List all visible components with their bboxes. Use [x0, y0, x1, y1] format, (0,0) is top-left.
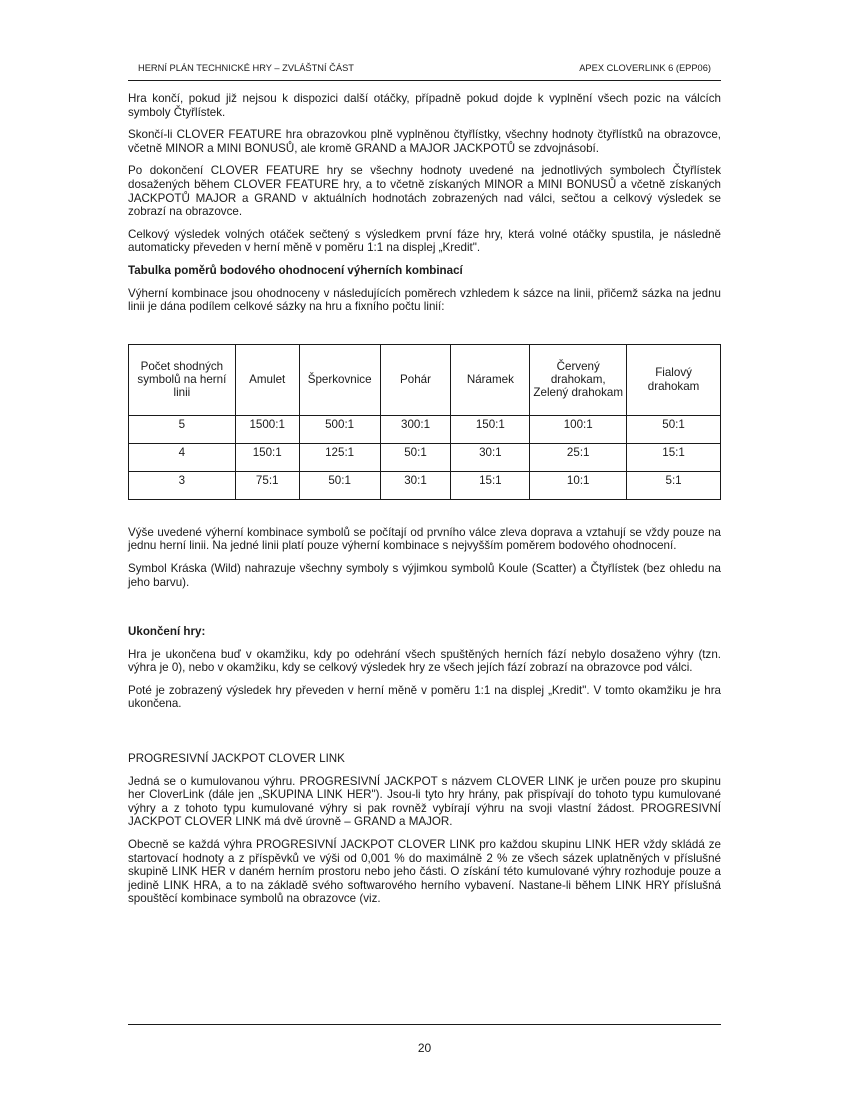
table-cell: 50:1 — [299, 471, 380, 499]
table-row — [129, 443, 721, 471]
column-header-purple-gem: Fialový drahokam — [627, 344, 721, 415]
column-header-red-green-gem: Červený drahokam, Zelený drahokam — [530, 344, 627, 415]
table-cell: 150:1 — [235, 443, 299, 471]
page-body — [128, 92, 721, 915]
payout-table-header-row — [129, 344, 721, 415]
payout-table-intro: Výherní kombinace jsou ohodnoceny v následujících poměrech vzhledem k sázce na linii, přičemž sázka na jednu linii je dána podílem celkové sázky na hru a fixního počtu linií: — [128, 286, 721, 314]
table-cell: 10:1 — [530, 471, 627, 499]
table-cell: 30:1 — [451, 443, 530, 471]
paragraph-game-end-credit: Poté je zobrazený výsledek hry převeden v herní měně v poměru 1:1 na displej „Kredit". V tomto okamžiku je hra ukončena. — [128, 683, 721, 711]
table-cell: 5:1 — [627, 471, 721, 499]
table-cell: 50:1 — [627, 415, 721, 443]
table-cell: 30:1 — [380, 471, 451, 499]
game-end-heading: Ukončení hry: — [128, 625, 206, 639]
column-header-bracelet: Náramek — [451, 344, 530, 415]
table-cell: 15:1 — [627, 443, 721, 471]
column-header-amulet: Amulet — [235, 344, 299, 415]
table-row — [129, 415, 721, 443]
paragraph-credit-transfer: Celkový výsledek volných otáček sečtený s výsledkem první fáze hry, která volné otáčky spustila, je následně automaticky převeden v herní měně v poměru 1:1 na displej „Kredit". — [128, 227, 721, 255]
header-document-title: HERNÍ PLÁN TECHNICKÉ HRY – ZVLÁŠTNÍ ČÁST — [138, 63, 354, 73]
column-header-jewelry-box: Šperkovnice — [299, 344, 380, 415]
table-cell: 500:1 — [299, 415, 380, 443]
payout-table — [128, 344, 721, 500]
paragraph-jackpot-intro: Jedná se o kumulovanou výhru. PROGRESIVNÍ JACKPOT s názvem CLOVER LINK je určen pouze pro skupinu her CloverLink (dále jen „SKUPINA LINK HER"). Jsou-li tyto hry hrány, pak přispívají do tohoto typu kumulované výhry a z tohoto typu kumulované výhry si pak rovněž vybírají výhru na svoji vlastní žádost. PROGRESIVNÍ JACKPOT CLOVER LINK má dvě úrovně – GRAND a MAJOR. — [128, 774, 721, 829]
column-header-symbol-count: Počet shodných symbolů na herní linii — [129, 344, 236, 415]
paragraph-clover-double: Skončí-li CLOVER FEATURE hra obrazovkou plně vyplněnou čtyřlístky, všechny hodnoty čtyřlístků na obrazovce, včetně MINOR a MINI BONUSŮ, ale kromě GRAND a MAJOR JACKPOTŮ se zdvojnásobí. — [128, 128, 721, 155]
footer-rule — [128, 1024, 721, 1025]
payout-table-heading: Tabulka poměrů bodového ohodnocení výherních kombinací — [128, 263, 463, 277]
table-cell: 100:1 — [530, 415, 627, 443]
page-header — [128, 61, 721, 81]
paragraph-line-rules: Výše uvedené výherní kombinace symbolů se počítají od prvního válce zleva doprava a vztahují se vždy pouze na jednu herní linii. Na jedné linii platí pouze výherní kombinace s nejvyšším poměrem bodového ohodnocení. — [128, 525, 721, 553]
table-cell: 150:1 — [451, 415, 530, 443]
table-cell: 5 — [129, 415, 236, 443]
table-cell: 125:1 — [299, 443, 380, 471]
column-header-cup: Pohár — [380, 344, 451, 415]
table-cell: 3 — [129, 471, 236, 499]
jackpot-heading: PROGRESIVNÍ JACKPOT CLOVER LINK — [128, 752, 345, 766]
paragraph-game-end-conditions: Hra je ukončena buď v okamžiku, kdy po odehrání všech spuštěných herních fází nebylo dosaženo výhry (tzn. výhra je 0), nebo v okamžiku, kdy se celkový výsledek hry ze všech jejích fází zobrazí na obrazovce pod válci. — [128, 647, 721, 675]
header-game-name: APEX CLOVERLINK 6 (EPP06) — [579, 63, 711, 73]
table-cell: 15:1 — [451, 471, 530, 499]
table-cell: 4 — [129, 443, 236, 471]
table-cell: 300:1 — [380, 415, 451, 443]
page-number: 20 — [417, 1041, 432, 1055]
paragraph-jackpot-composition: Obecně se každá výhra PROGRESIVNÍ JACKPOT CLOVER LINK pro každou skupinu LINK HER vždy skládá ze startovací hodnoty a z příspěvků ve výši od 0,001 % do maximálně 2 % ze všech sázek uplatněných v příslušné skupině LINK HER v daném herním prostoru nebo jeho části. O získání této kumulované výhry rozhoduje pouze a jedině LINK HRA, a to na základě svého softwarového herního vybavení. Nastane-li během LINK HRY příslušná spouštěcí kombinace symbolů na obrazovce (viz. — [128, 838, 721, 906]
paragraph-game-end: Hra končí, pokud již nejsou k dispozici další otáčky, případně pokud dojde k vyplnění všech pozic na válcích symboly Čtyřlístek. — [128, 92, 721, 119]
table-row — [129, 471, 721, 499]
paragraph-clover-sum: Po dokončení CLOVER FEATURE hry se všechny hodnoty uvedené na jednotlivých symbolech Čtyřlístek dosažených během CLOVER FEATURE hry, a to včetně získaných MINOR a MINI BONUSŮ a včetně získaných JACKPOTŮ MAJOR a GRAND v aktuálních hodnotách zobrazených nad válci, sečtou a celkový výsledek se zobrazí na obrazovce. — [128, 164, 721, 219]
table-cell: 25:1 — [530, 443, 627, 471]
table-cell: 50:1 — [380, 443, 451, 471]
table-cell: 75:1 — [235, 471, 299, 499]
paragraph-wild-symbol: Symbol Kráska (Wild) nahrazuje všechny symboly s výjimkou symbolů Koule (Scatter) a Čtyřlístek (bez ohledu na jeho barvu). — [128, 561, 721, 589]
table-cell: 1500:1 — [235, 415, 299, 443]
